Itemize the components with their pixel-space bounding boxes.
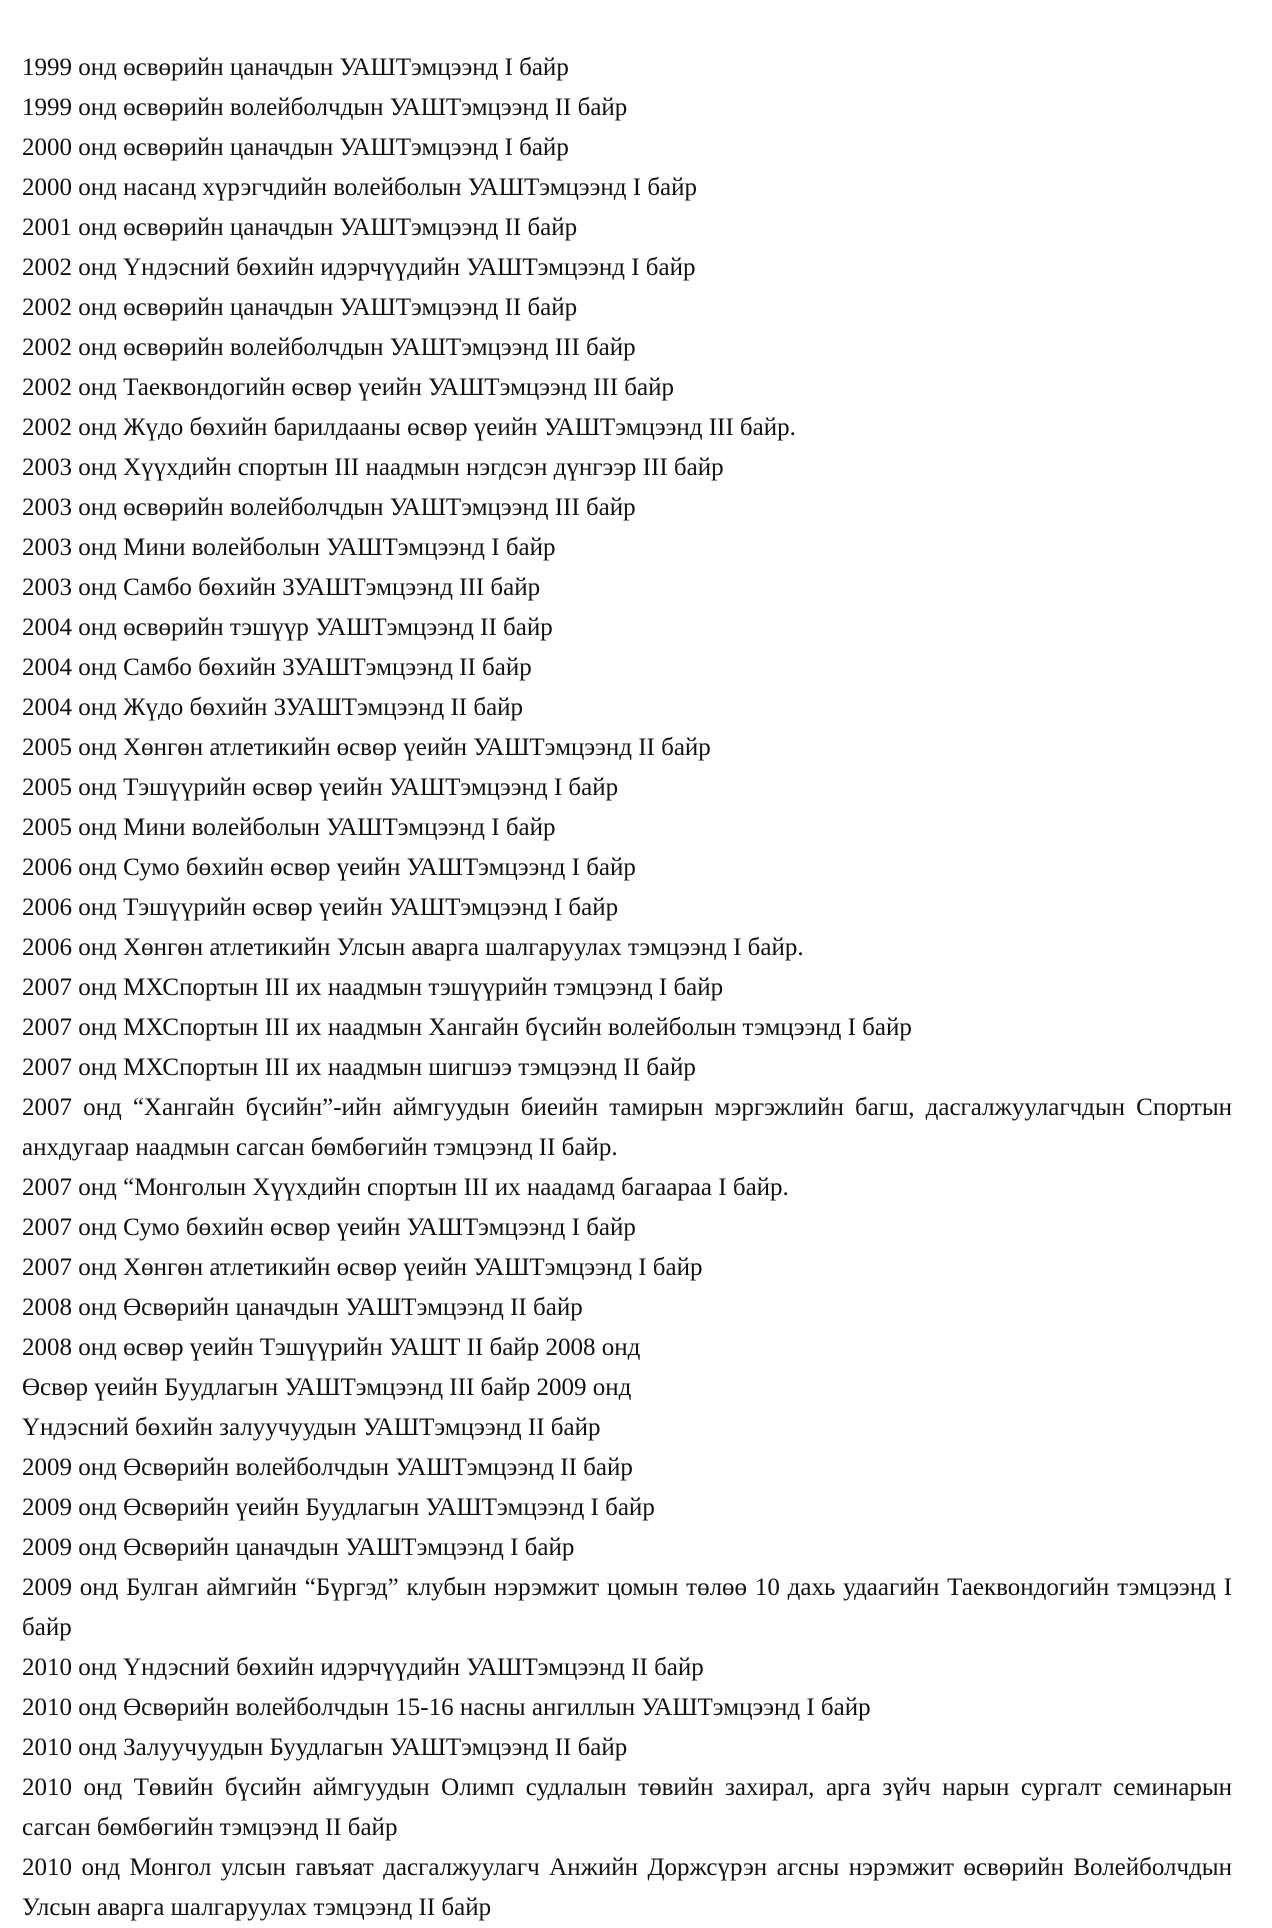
achievement-line: 2002 онд Жүдо бөхийн барилдааны өсвөр үеийн УАШТэмцээнд III байр. [22, 414, 796, 441]
achievement-line: 2000 онд өсвөрийн цаначдын УАШТэмцээнд I байр [22, 134, 569, 161]
achievement-line: 2003 онд Мини волейболын УАШТэмцээнд I байр [22, 534, 556, 561]
achievement-line: 2007 онд Хөнгөн атлетикийн өсвөр үеийн УАШТэмцээнд I байр [22, 1254, 703, 1281]
achievement-line: 2003 онд Хүүхдийн спортын III наадмын нэгдсэн дүнгээр III байр [22, 454, 724, 481]
achievement-line: 2001 онд өсвөрийн цаначдын УАШТэмцээнд II байр [22, 214, 578, 241]
achievement-line: 2010 онд Өсвөрийн волейболчдын 15-16 насны ангиллын УАШТэмцээнд I байр [22, 1694, 871, 1721]
achievement-line: 2005 онд Хөнгөн атлетикийн өсвөр үеийн УАШТэмцээнд II байр [22, 734, 711, 761]
achievement-line: 2007 онд МХСпортын III их наадмын Хангайн бүсийн волейболын тэмцээнд I байр [22, 1014, 912, 1041]
achievement-line: 2006 онд Тэшүүрийн өсвөр үеийн УАШТэмцээнд I байр [22, 894, 619, 921]
achievement-line: 2002 онд өсвөрийн цаначдын УАШТэмцээнд II байр [22, 294, 578, 321]
achievement-line: 1999 онд өсвөрийн цаначдын УАШТэмцээнд I байр [22, 54, 569, 81]
achievement-line: 2002 онд Таеквондогийн өсвөр үеийн УАШТэмцээнд III байр [22, 374, 675, 401]
achievement-line: 2010 онд Монгол улсын гавъяат дасгалжуулагч Анжийн Доржсүрэн агсны нэрэмжит өсвөрийн Волейболчдын Улсын аварга шалгаруулах тэмцээнд II байр [22, 1854, 1232, 1921]
achievement-line: 2004 онд өсвөрийн тэшүүр УАШТэмцээнд II байр [22, 614, 553, 641]
achievement-line: 2006 онд Хөнгөн атлетикийн Улсын аварга шалгаруулах тэмцээнд I байр. [22, 934, 804, 961]
achievement-line: 2003 онд өсвөрийн волейболчдын УАШТэмцээнд III байр [22, 494, 636, 521]
achievement-line: 2010 онд Залуучуудын Буудлагын УАШТэмцээнд II байр [22, 1734, 628, 1761]
achievement-line: 2010 онд Төвийн бүсийн аймгуудын Олимп судлалын төвийн захирал, арга зүйч нарын сургалт семинарын сагсан бөмбөгийн тэмцээнд II байр [22, 1774, 1232, 1841]
achievement-line: 2009 онд Өсвөрийн үеийн Буудлагын УАШТэмцээнд I байр [22, 1494, 655, 1521]
document-body [22, 48, 1232, 1928]
achievement-line: 2003 онд Самбо бөхийн ЗУАШТэмцээнд III байр [22, 574, 541, 601]
achievement-line: 2007 онд МХСпортын III их наадмын шигшээ тэмцээнд II байр [22, 1054, 696, 1081]
achievement-line: 2002 онд Үндэсний бөхийн идэрчүүдийн УАШТэмцээнд I байр [22, 254, 696, 281]
achievement-line: 2007 онд МХСпортын III их наадмын тэшүүрийн тэмцээнд I байр [22, 974, 724, 1001]
achievement-line: 2007 онд Сумо бөхийн өсвөр үеийн УАШТэмцээнд I байр [22, 1214, 636, 1241]
achievement-line: 2004 онд Самбо бөхийн ЗУАШТэмцээнд II байр [22, 654, 532, 681]
achievement-line: 2005 онд Мини волейболын УАШТэмцээнд I байр [22, 814, 556, 841]
achievement-line: 2002 онд өсвөрийн волейболчдын УАШТэмцээнд III байр [22, 334, 636, 361]
achievement-line: 2004 онд Жүдо бөхийн ЗУАШТэмцээнд II байр [22, 694, 524, 721]
achievement-line: 2007 онд “Хангайн бүсийн”-ийн аймгуудын биеийн тамирын мэргэжлийн багш, дасгалжуулагчдын Спортын анхдугаар наадмын сагсан бөмбөгийн тэмцээнд II байр. [22, 1094, 1232, 1161]
achievement-line: 2009 онд Булган аймгийн “Бүргэд” клубын нэрэмжит цомын төлөө 10 дахь удаагийн Таеквондогийн тэмцээнд I байр [22, 1574, 1232, 1641]
achievement-line: 1999 онд өсвөрийн волейболчдын УАШТэмцээнд II байр [22, 94, 628, 121]
achievement-line: Өсвөр үеийн Буудлагын УАШТэмцээнд III байр 2009 онд [22, 1374, 632, 1401]
achievement-line: 2005 онд Тэшүүрийн өсвөр үеийн УАШТэмцээнд I байр [22, 774, 619, 801]
achievement-line: 2009 онд Өсвөрийн цаначдын УАШТэмцээнд I байр [22, 1534, 575, 1561]
achievement-line: 2010 онд Үндэсний бөхийн идэрчүүдийн УАШТэмцээнд II байр [22, 1654, 704, 1681]
achievement-line: 2007 онд “Монголын Хүүхдийн спортын III их наадамд багаараа I байр. [22, 1174, 789, 1201]
achievement-line: 2009 онд Өсвөрийн волейболчдын УАШТэмцээнд II байр [22, 1454, 633, 1481]
achievement-line: 2008 онд өсвөр үеийн Тэшүүрийн УАШТ II байр 2008 онд [22, 1334, 641, 1361]
achievement-line: 2006 онд Сумо бөхийн өсвөр үеийн УАШТэмцээнд I байр [22, 854, 636, 881]
achievement-line: 2000 онд насанд хүрэгчдийн волейболын УАШТэмцээнд I байр [22, 174, 698, 201]
achievement-line: Үндэсний бөхийн залуучуудын УАШТэмцээнд II байр [22, 1414, 601, 1441]
achievement-line: 2008 онд Өсвөрийн цаначдын УАШТэмцээнд II байр [22, 1294, 583, 1321]
